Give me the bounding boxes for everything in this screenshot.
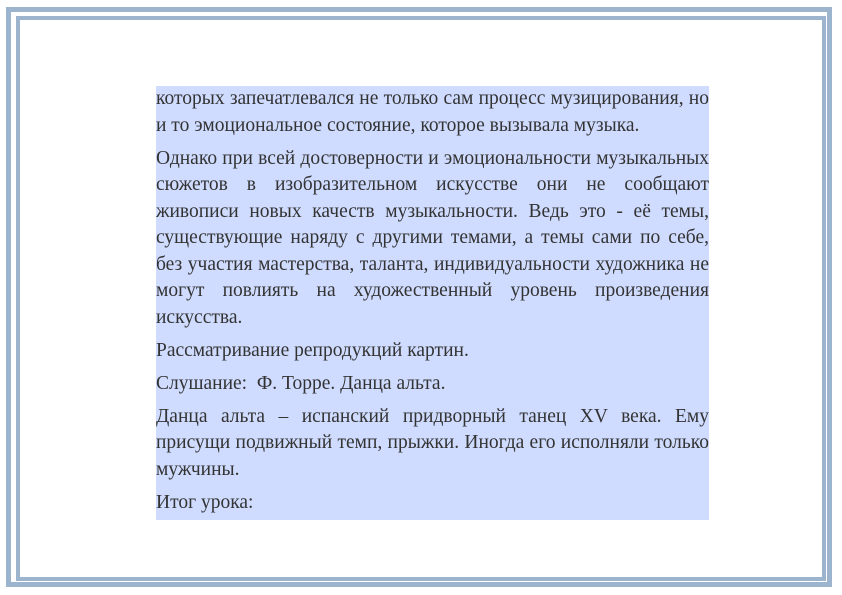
paragraph-musical-subjects: Однако при всей достоверности и эмоциональности музыкальных сюжетов в изобразительном искусстве они не сообщают живописи новых качеств музыкальности. Ведь это - её темы, существующие наряду с другими темами, а темы сами по себе, без участия мастерства, таланта, индивидуальности художника не могут повлиять на художественный уровень произведения искусства. (156, 147, 709, 328)
lesson-text-block (156, 86, 709, 520)
paragraph-listening: Слушание: Ф. Торре. Данца альта. (156, 372, 446, 394)
paragraph-reproductions: Рассматривание репродукций картин. (156, 339, 469, 361)
paragraph-music-process: которых запечатлевался не только сам процесс музицирования, но и то эмоциональное состояние, которое вызывала музыка. (156, 88, 709, 136)
paragraph-lesson-summary: Итог урока: (156, 491, 254, 513)
paragraph-danza-alta: Данца альта – испанский придворный танец XV века. Ему присущи подвижный темп, прыжки. Иногда его исполняли только мужчины. (156, 405, 709, 480)
